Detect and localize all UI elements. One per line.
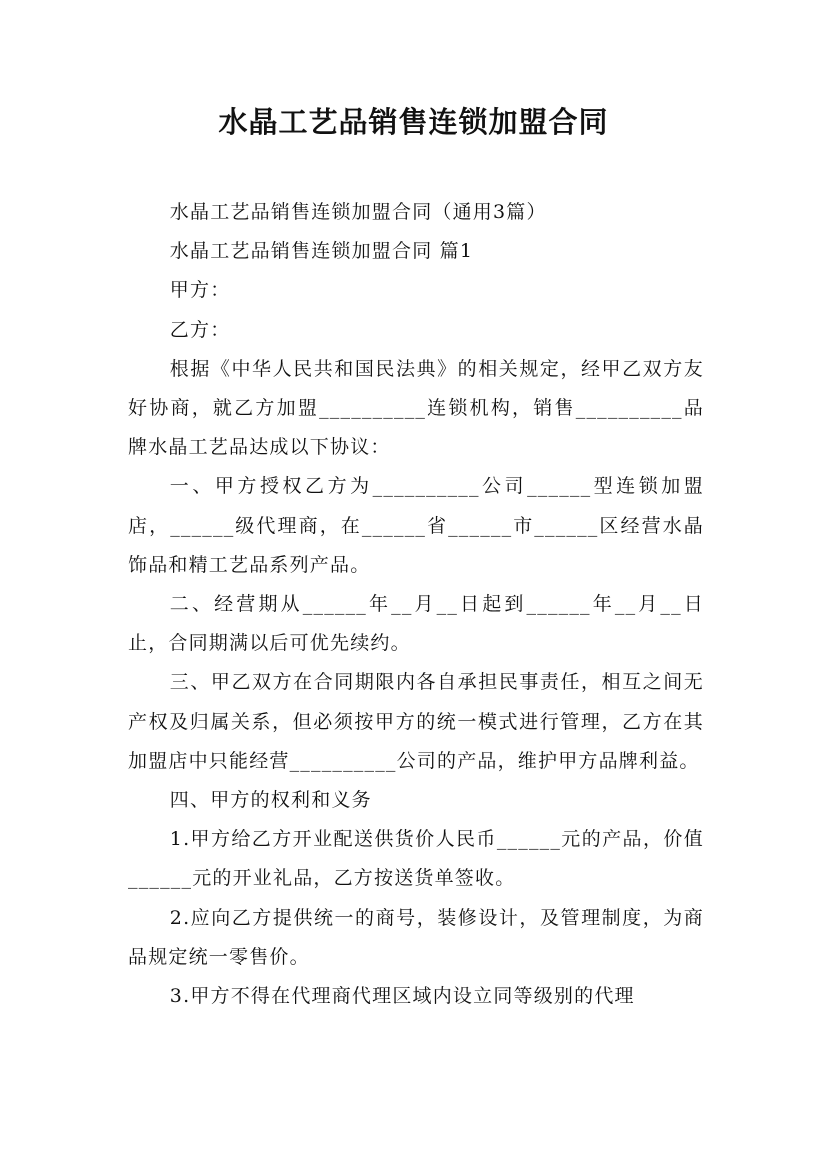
paragraph-item-2: 2.应向乙方提供统一的商号，装修设计，及管理制度，为商品规定统一零售价。 <box>128 906 704 968</box>
paragraph-party-a: 甲方： <box>169 279 231 302</box>
paragraph-clause-1: 一、甲方授权乙方为__________公司______型连锁加盟店，______级代理商，在______省______市______区经营水晶饰品和精工艺品系列产品。 <box>128 475 704 576</box>
document-title: 水晶工艺品销售连锁加盟合同 <box>218 105 609 139</box>
paragraph-party-b: 乙方： <box>169 318 231 341</box>
paragraph-item-1: 1.甲方给乙方开业配送供货价人民币______元的产品，价值______元的开业礼品，乙方按送货单签收。 <box>128 828 704 890</box>
paragraph-clause-4-heading: 四、甲方的权利和义务 <box>169 789 372 812</box>
paragraph-section-heading: 水晶工艺品销售连锁加盟合同 篇1 <box>169 240 474 263</box>
paragraph-item-3: 3.甲方不得在代理商代理区域内设立同等级别的代理 <box>169 985 635 1008</box>
paragraph-clause-3: 三、甲乙双方在合同期限内各自承担民事责任，相互之间无产权及归属关系，但必须按甲方的统一模式进行管理，乙方在其加盟店中只能经营__________公司的产品，维护甲方品牌利益。 <box>128 671 704 772</box>
paragraph-preamble: 根据《中华人民共和国民法典》的相关规定，经甲乙双方友好协商，就乙方加盟__________连锁机构，销售__________品牌水晶工艺品达成以下协议： <box>128 357 704 459</box>
paragraph-subtitle: 水晶工艺品销售连锁加盟合同（通用3篇） <box>169 201 547 223</box>
document-body <box>128 193 704 1016</box>
paragraph-clause-2: 二、经营期从______年__月__日起到______年__月__日止，合同期满以后可优先续约。 <box>128 593 704 655</box>
